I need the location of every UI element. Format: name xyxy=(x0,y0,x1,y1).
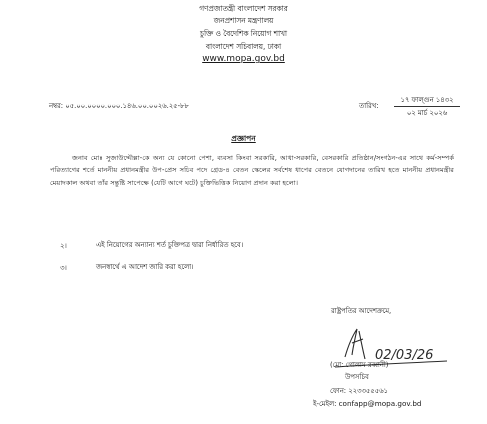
document-title: প্রজ্ঞাপন xyxy=(231,134,256,143)
memo-date-gregorian: ০২ মার্চ ২০২৬ xyxy=(406,109,448,117)
signatory-name: (মো: গোলাম রব্বানী) xyxy=(330,361,389,369)
header-address: বাংলাদেশ সচিবালয়, ঢাকা xyxy=(205,42,282,51)
paragraph-1-text: জনাব মোঃ সুজাউদ্দৌল্লা-কে অন্য যে কোনো পেশা, ব্যবসা কিংবা সরকারি, আধা-সরকারি, বেসরকারি প্রতিষ্ঠান/সংগঠন-এর সাথে কর্ম-সম্পর্ক পরিত্যাগের শর্তে মাননীয় প্রধানমন্ত্রীর উপ-প্রেস সচিব পদে গ্রেড-৪ বেতন স্কেলের সর্বশেষ ধাপের বেতনে যোগদানের তারিখ হতে মাননীয় প্রধানমন্ত্রীর মেয়াদকাল অথবা তাঁর সন্তুষ্টি সাপেক্ষে (যেটি আগে ঘটে) চুক্তিভিত্তিক নিয়োগ প্রদান করা হলো। xyxy=(50,154,454,187)
header-website-link[interactable]: www.mopa.gov.bd xyxy=(202,54,285,64)
memo-number: নম্বর: ০৫.০০.০০০০.০০০.১৪৬.০০.০০২৬.২৫-৮৮ xyxy=(49,102,189,110)
item-2-number: ২। xyxy=(60,242,67,250)
memo-date-bangla: ১৭ ফাল্গুন ১৪৩২ xyxy=(400,96,454,104)
item-3-text: জনস্বার্থে এ আদেশ জারি করা হলো। xyxy=(96,263,194,271)
handwritten-date: 02/03/26 xyxy=(375,348,434,363)
email-label: ই-মেইল: xyxy=(313,400,337,408)
order-line: রাষ্ট্রপতির আদেশক্রমে, xyxy=(331,307,392,315)
signatory-email-row xyxy=(313,399,421,409)
header-section: চুক্তি ও বৈদেশিক নিয়োগ শাখা xyxy=(200,29,287,38)
signatory-designation: উপসচিব xyxy=(345,373,369,381)
memo-date-label: তারিখ: xyxy=(359,102,379,110)
item-3-number: ৩। xyxy=(60,264,67,272)
header-ministry: জনপ্রশাসন মন্ত্রণালয় xyxy=(213,16,274,25)
email-link[interactable]: confapp@mopa.gov.bd xyxy=(338,399,422,408)
item-2-text: এই নিয়োগের অন্যান্য শর্ত চুক্তিপত্র দ্বারা নির্ধারিত হবে। xyxy=(96,241,244,249)
paragraph-1 xyxy=(50,152,454,189)
header-govt-name: গণপ্রজাতন্ত্রী বাংলাদেশ সরকার xyxy=(199,4,288,13)
date-divider xyxy=(394,106,460,107)
signatory-phone: ফোন: ২২৩৩৫৫৫৬১ xyxy=(330,387,388,395)
